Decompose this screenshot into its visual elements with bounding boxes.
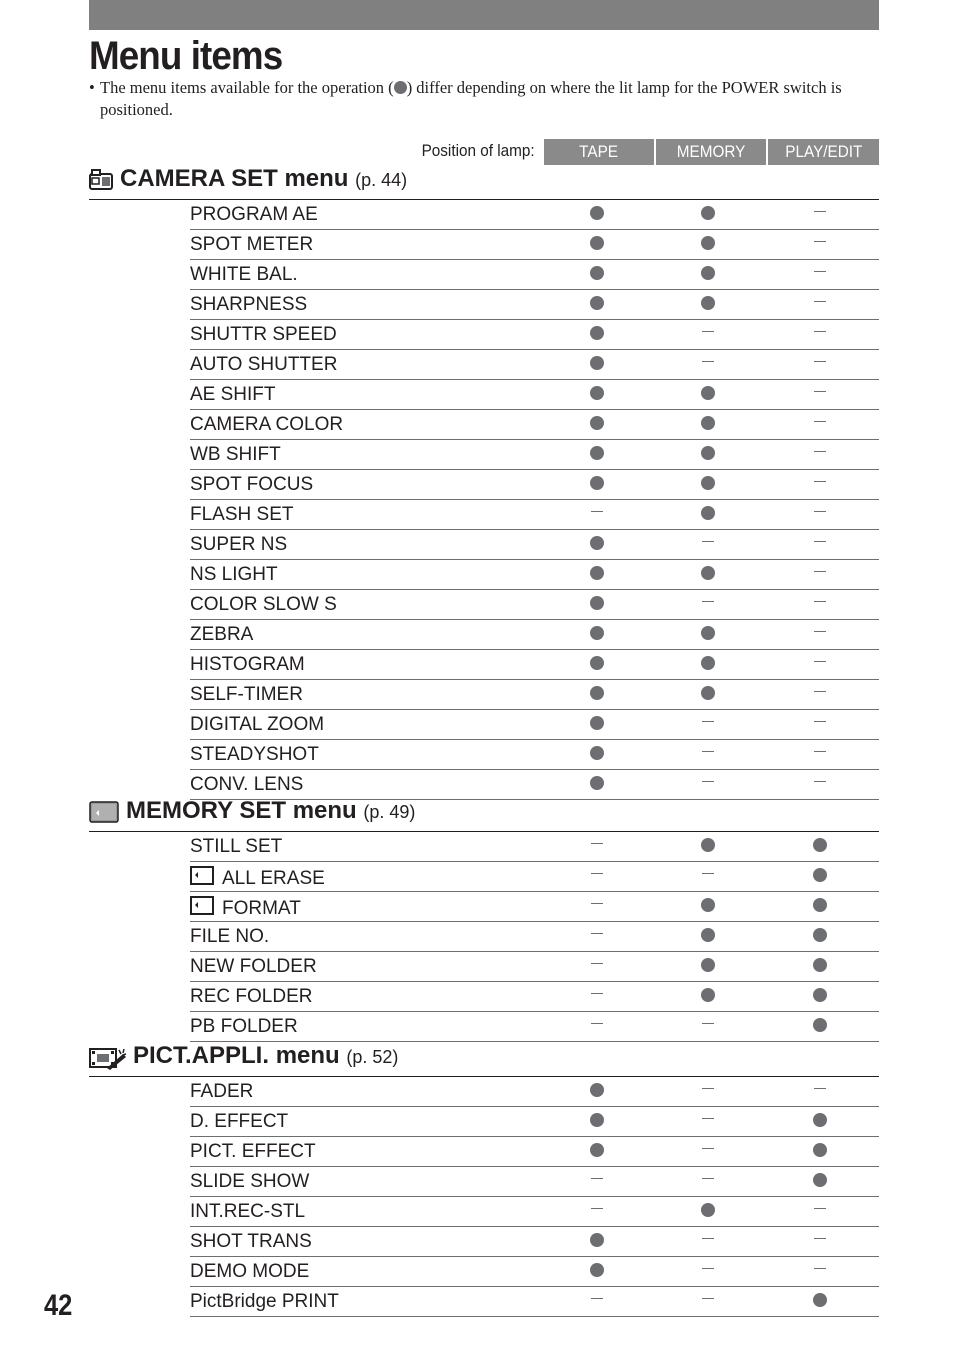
- memory-card-icon: [89, 801, 119, 828]
- table-row: [190, 470, 879, 500]
- available-dot-icon: [590, 686, 604, 700]
- unavailable-dash-icon: [814, 481, 826, 482]
- available-dot-icon: [590, 536, 604, 550]
- menu-item-text: STILL SET: [190, 836, 283, 857]
- available-dot-icon: [590, 236, 604, 250]
- menu-item-text: D. EFFECT: [190, 1111, 289, 1132]
- unavailable-dash-icon: [814, 721, 826, 722]
- menu-item-label: [190, 1111, 288, 1133]
- menu-item-label: [190, 624, 253, 646]
- section-title: PICT.APPLI. menu (p. 52): [133, 1042, 399, 1069]
- table-row: [190, 1287, 879, 1317]
- menu-item-text: SELF-TIMER: [190, 684, 303, 705]
- available-dot-icon: [590, 206, 604, 220]
- available-dot-icon: [813, 868, 827, 882]
- available-dot-icon: [590, 416, 604, 430]
- unavailable-dash-icon: [702, 331, 714, 332]
- unavailable-dash-icon: [814, 631, 826, 632]
- menu-item-text: DEMO MODE: [190, 1261, 310, 1282]
- camera-icon: [89, 169, 114, 196]
- unavailable-dash-icon: [814, 691, 826, 692]
- menu-item-label: [190, 956, 317, 978]
- unavailable-dash-icon: [591, 903, 603, 904]
- intro-text-before: The menu items available for the operation (: [100, 78, 394, 97]
- table-row: [190, 770, 879, 800]
- available-dot-icon: [701, 206, 715, 220]
- unavailable-dash-icon: [814, 751, 826, 752]
- table-row: [190, 710, 879, 740]
- menu-item-text: FLASH SET: [190, 504, 294, 525]
- unavailable-dash-icon: [591, 993, 603, 994]
- menu-item-label: [190, 654, 305, 676]
- menu-item-text: FILE NO.: [190, 926, 270, 947]
- available-dot-icon: [701, 476, 715, 490]
- unavailable-dash-icon: [814, 571, 826, 572]
- table-row: [190, 560, 879, 590]
- menu-item-text: STEADYSHOT: [190, 744, 319, 765]
- available-dot-icon: [590, 356, 604, 370]
- table-row: [190, 1012, 879, 1042]
- unavailable-dash-icon: [702, 1088, 714, 1089]
- available-dot-icon: [590, 656, 604, 670]
- available-dot-icon: [701, 928, 715, 942]
- unavailable-dash-icon: [814, 301, 826, 302]
- memory-card-icon: [190, 866, 216, 892]
- available-dot-icon: [701, 386, 715, 400]
- unavailable-dash-icon: [814, 271, 826, 272]
- menu-item-text: REC FOLDER: [190, 986, 313, 1007]
- unavailable-dash-icon: [814, 1238, 826, 1239]
- table-row: [190, 1227, 879, 1257]
- available-dot-icon: [701, 296, 715, 310]
- menu-item-list: [190, 200, 879, 800]
- pict-appli-section: [89, 1042, 879, 1317]
- available-dot-icon: [590, 1083, 604, 1097]
- available-dot-icon: [590, 716, 604, 730]
- table-row: [190, 380, 879, 410]
- available-dot-icon: [590, 746, 604, 760]
- menu-item-label: [190, 744, 319, 766]
- unavailable-dash-icon: [591, 933, 603, 934]
- section-title: MEMORY SET menu (p. 49): [126, 797, 416, 824]
- camera-set-section: [89, 165, 879, 800]
- menu-item-label: [190, 1291, 339, 1313]
- available-dot-icon: [701, 266, 715, 280]
- unavailable-dash-icon: [702, 1148, 714, 1149]
- available-dot-icon: [701, 988, 715, 1002]
- menu-item-label: [190, 1201, 305, 1223]
- available-dot-icon: [590, 1143, 604, 1157]
- menu-item-text: HISTOGRAM: [190, 654, 305, 675]
- section-title: CAMERA SET menu (p. 44): [120, 165, 408, 192]
- page-number: 42: [44, 1289, 73, 1322]
- menu-item-text: SPOT METER: [190, 234, 314, 255]
- menu-item-label: [190, 564, 278, 586]
- unavailable-dash-icon: [591, 511, 603, 512]
- available-dot-icon: [590, 326, 604, 340]
- menu-item-text: INT.REC-STL: [190, 1201, 306, 1222]
- table-row: [190, 290, 879, 320]
- unavailable-dash-icon: [814, 1208, 826, 1209]
- menu-item-text: NS LIGHT: [190, 564, 278, 585]
- available-dot-icon: [813, 1113, 827, 1127]
- available-dot-icon: [590, 386, 604, 400]
- lamp-column-play-edit: PLAY/EDIT: [768, 139, 879, 165]
- available-dot-icon: [813, 988, 827, 1002]
- page-title: Menu items: [89, 34, 283, 78]
- page-reference: (p. 49): [363, 802, 416, 822]
- menu-item-label: [190, 534, 287, 556]
- menu-item-label: [190, 986, 312, 1008]
- unavailable-dash-icon: [702, 721, 714, 722]
- lamp-column-tape: TAPE: [544, 139, 654, 165]
- table-row: [190, 230, 879, 260]
- available-dot-icon: [590, 626, 604, 640]
- header-bar: [89, 0, 879, 30]
- available-dot-icon: [590, 776, 604, 790]
- table-row: [190, 1257, 879, 1287]
- unavailable-dash-icon: [702, 1268, 714, 1269]
- menu-item-label: [190, 474, 313, 496]
- table-row: [190, 410, 879, 440]
- intro-text-after: ) differ depending on where the lit lamp for the POWER switch is positioned.: [100, 78, 842, 119]
- menu-item-text: ALL ERASE: [222, 868, 325, 889]
- section-header: [89, 797, 879, 832]
- menu-item-label: [190, 204, 318, 226]
- available-dot-icon: [701, 958, 715, 972]
- unavailable-dash-icon: [591, 963, 603, 964]
- menu-item-label: [190, 714, 324, 736]
- menu-item-text: FADER: [190, 1081, 254, 1102]
- available-dot-icon: [813, 958, 827, 972]
- available-dot-icon: [590, 476, 604, 490]
- menu-item-text: SHARPNESS: [190, 294, 308, 315]
- unavailable-dash-icon: [814, 331, 826, 332]
- unavailable-dash-icon: [814, 241, 826, 242]
- menu-item-text: SPOT FOCUS: [190, 474, 314, 495]
- table-row: [190, 650, 879, 680]
- unavailable-dash-icon: [814, 1268, 826, 1269]
- menu-item-label: [190, 774, 303, 796]
- available-dot-icon: [590, 1263, 604, 1277]
- table-row: [190, 740, 879, 770]
- page-reference: (p. 52): [346, 1047, 399, 1067]
- table-row: [190, 892, 879, 922]
- unavailable-dash-icon: [702, 1118, 714, 1119]
- section-header: [89, 1042, 879, 1077]
- unavailable-dash-icon: [591, 873, 603, 874]
- menu-item-text: WB SHIFT: [190, 444, 281, 465]
- menu-item-label: [190, 1261, 309, 1283]
- menu-item-text: DIGITAL ZOOM: [190, 714, 325, 735]
- menu-item-label: [190, 926, 269, 948]
- unavailable-dash-icon: [702, 873, 714, 874]
- menu-item-text: COLOR SLOW S: [190, 594, 337, 615]
- menu-item-label: [190, 444, 281, 466]
- available-dot-icon: [701, 416, 715, 430]
- menu-item-label: [190, 1231, 312, 1253]
- table-row: [190, 620, 879, 650]
- unavailable-dash-icon: [591, 1023, 603, 1024]
- menu-item-text: SHUTTR SPEED: [190, 324, 337, 345]
- menu-item-label: [190, 594, 337, 616]
- menu-item-text: AUTO SHUTTER: [190, 354, 338, 375]
- available-dot-icon: [701, 236, 715, 250]
- menu-item-label: [190, 354, 337, 376]
- available-dot-icon: [701, 686, 715, 700]
- menu-item-text: PictBridge PRINT: [190, 1291, 339, 1312]
- menu-item-text: NEW FOLDER: [190, 956, 317, 977]
- menu-item-text: SUPER NS: [190, 534, 288, 555]
- table-row: [190, 1167, 879, 1197]
- table-row: [190, 1107, 879, 1137]
- menu-item-label: [190, 1171, 309, 1193]
- unavailable-dash-icon: [591, 1178, 603, 1179]
- available-dot-icon: [701, 838, 715, 852]
- lamp-column-memory: MEMORY: [656, 139, 766, 165]
- menu-item-label: [190, 1081, 253, 1103]
- table-row: [190, 832, 879, 862]
- unavailable-dash-icon: [702, 1238, 714, 1239]
- table-row: [190, 500, 879, 530]
- lamp-position-header: [89, 139, 879, 165]
- unavailable-dash-icon: [814, 601, 826, 602]
- menu-item-label: [190, 264, 298, 286]
- available-dot-icon: [590, 1233, 604, 1247]
- menu-item-text: PICT. EFFECT: [190, 1141, 316, 1162]
- menu-item-text: ZEBRA: [190, 624, 254, 645]
- unavailable-dash-icon: [591, 1208, 603, 1209]
- available-dot-icon: [701, 656, 715, 670]
- unavailable-dash-icon: [814, 781, 826, 782]
- unavailable-dash-icon: [702, 361, 714, 362]
- unavailable-dash-icon: [814, 541, 826, 542]
- available-dot-icon: [701, 446, 715, 460]
- page-reference: (p. 44): [355, 170, 408, 190]
- section-header: [89, 165, 879, 200]
- available-dot-icon: [701, 898, 715, 912]
- available-dot-icon: [813, 928, 827, 942]
- menu-item-label: [190, 324, 337, 346]
- unavailable-dash-icon: [814, 661, 826, 662]
- table-row: [190, 320, 879, 350]
- unavailable-dash-icon: [814, 511, 826, 512]
- menu-item-label: [190, 1141, 316, 1163]
- menu-item-text: FORMAT: [222, 898, 301, 919]
- available-dot-icon: [590, 566, 604, 580]
- available-dot-icon: [394, 81, 407, 94]
- menu-item-label: [190, 504, 293, 526]
- unavailable-dash-icon: [702, 541, 714, 542]
- table-row: [190, 260, 879, 290]
- unavailable-dash-icon: [814, 361, 826, 362]
- lamp-label: Position of lamp:: [421, 141, 535, 160]
- menu-item-label: [190, 836, 282, 858]
- bullet-point: •: [89, 78, 95, 97]
- table-row: [190, 922, 879, 952]
- unavailable-dash-icon: [814, 1088, 826, 1089]
- unavailable-dash-icon: [814, 211, 826, 212]
- table-row: [190, 1077, 879, 1107]
- table-row: [190, 200, 879, 230]
- menu-item-label: [190, 234, 313, 256]
- menu-item-label: [190, 866, 325, 892]
- available-dot-icon: [590, 596, 604, 610]
- unavailable-dash-icon: [591, 843, 603, 844]
- available-dot-icon: [813, 1173, 827, 1187]
- unavailable-dash-icon: [702, 781, 714, 782]
- menu-item-text: SHOT TRANS: [190, 1231, 312, 1252]
- available-dot-icon: [701, 506, 715, 520]
- menu-item-text: CAMERA COLOR: [190, 414, 344, 435]
- menu-item-list: [190, 832, 879, 1042]
- pict-appli-icon: [89, 1046, 127, 1075]
- menu-item-text: PB FOLDER: [190, 1016, 298, 1037]
- memory-card-icon: [190, 896, 216, 922]
- menu-item-label: [190, 414, 343, 436]
- menu-item-text: SLIDE SHOW: [190, 1171, 310, 1192]
- memory-set-section: [89, 797, 879, 1042]
- menu-item-text: PROGRAM AE: [190, 204, 318, 225]
- table-row: [190, 952, 879, 982]
- menu-item-text: WHITE BAL.: [190, 264, 298, 285]
- available-dot-icon: [590, 1113, 604, 1127]
- table-row: [190, 350, 879, 380]
- table-row: [190, 440, 879, 470]
- menu-item-text: AE SHIFT: [190, 384, 276, 405]
- table-row: [190, 680, 879, 710]
- table-row: [190, 982, 879, 1012]
- unavailable-dash-icon: [814, 421, 826, 422]
- available-dot-icon: [813, 898, 827, 912]
- available-dot-icon: [813, 1018, 827, 1032]
- available-dot-icon: [590, 266, 604, 280]
- menu-item-list: [190, 1077, 879, 1317]
- table-row: [190, 530, 879, 560]
- unavailable-dash-icon: [702, 751, 714, 752]
- unavailable-dash-icon: [702, 1023, 714, 1024]
- available-dot-icon: [813, 838, 827, 852]
- available-dot-icon: [590, 296, 604, 310]
- unavailable-dash-icon: [591, 1298, 603, 1299]
- table-row: [190, 590, 879, 620]
- table-row: [190, 1197, 879, 1227]
- table-row: [190, 862, 879, 892]
- table-row: [190, 1137, 879, 1167]
- unavailable-dash-icon: [814, 391, 826, 392]
- available-dot-icon: [701, 566, 715, 580]
- intro-note: [89, 77, 889, 121]
- available-dot-icon: [813, 1143, 827, 1157]
- unavailable-dash-icon: [702, 1178, 714, 1179]
- available-dot-icon: [701, 626, 715, 640]
- unavailable-dash-icon: [702, 1298, 714, 1299]
- unavailable-dash-icon: [814, 451, 826, 452]
- menu-item-label: [190, 1016, 298, 1038]
- menu-item-label: [190, 684, 303, 706]
- available-dot-icon: [701, 1203, 715, 1217]
- menu-item-label: [190, 294, 307, 316]
- menu-item-label: [190, 384, 276, 406]
- menu-item-label: [190, 896, 301, 922]
- available-dot-icon: [813, 1293, 827, 1307]
- available-dot-icon: [590, 446, 604, 460]
- unavailable-dash-icon: [702, 601, 714, 602]
- menu-item-text: CONV. LENS: [190, 774, 304, 795]
